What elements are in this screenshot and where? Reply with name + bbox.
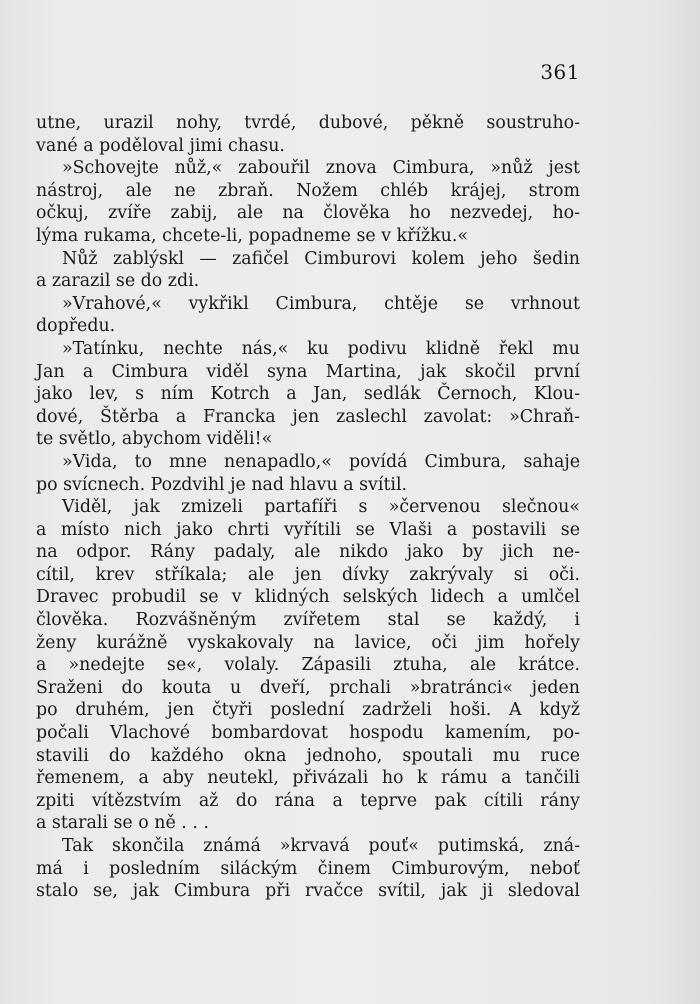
text-line: te světlo, abychom viděli!« xyxy=(36,429,273,450)
page-number: 361 xyxy=(540,60,580,84)
text-line: cítil, krev stříkala; ale jen dívky zakrývaly si oči. xyxy=(36,564,580,585)
text-line: Tak skončila známá »krvavá pouť« putimská, zná- xyxy=(62,836,580,856)
text-line: a místo nich jako chrti vyřítili se Vlaši a postavili se xyxy=(36,519,580,540)
text-line: dopředu. xyxy=(36,316,116,337)
body-text xyxy=(36,112,580,903)
text-line: po svícnech. Pozdvihl je nad hlavu a svítil. xyxy=(36,474,408,495)
text-line: jako lev, s ním Kotrch a Jan, sedlák Černoch, Klou- xyxy=(36,384,580,405)
text-line: vané a poděloval jimi chasu. xyxy=(36,135,285,156)
text-line: na odpor. Rány padaly, ale nikdo jako by jich ne- xyxy=(36,542,580,563)
text-line: »Schovejte nůž,« zabouřil znova Cimbura, »nůž jest xyxy=(62,158,580,179)
text-line: očkuj, zvíře zabij, ale na člověka ho nezvedej, ho- xyxy=(36,203,580,224)
text-line: Jan a Cimbura viděl syna Martina, jak skočil první xyxy=(36,361,580,382)
text-line: »Vida, to mne nenapadlo,« povídá Cimbura, sahaje xyxy=(62,451,580,472)
text-line: po druhém, jen čtyři poslední zadrželi hoši. A když xyxy=(36,700,580,721)
text-line: a zarazil se do zdi. xyxy=(36,271,200,292)
text-line: má i posledním siláckým činem Cimburovým, neboť xyxy=(36,858,580,879)
text-line: ženy kurážně vyskakovaly na lavice, oči jim hořely xyxy=(36,632,580,653)
text-line: a »nedejte se«, volaly. Zápasili ztuha, ale krátce. xyxy=(36,655,580,676)
text-line: Dravec probudil se v klidných selských lidech a umlčel xyxy=(36,587,580,608)
text-line: stalo se, jak Cimbura při rvačce svítil, jak ji sledoval xyxy=(36,881,580,902)
text-line: Viděl, jak zmizeli partafíři s »červenou slečnou« xyxy=(62,497,580,518)
text-line: počali Vlachové bombardovat hospodu kamením, po- xyxy=(36,723,580,744)
text-line: Sraženi do kouta u dveří, prchali »bratránci« jeden xyxy=(36,677,580,698)
text-line: člověka. Rozvášněným zvířetem stal se každý, i xyxy=(36,610,580,631)
text-line: »Tatínku, nechte nás,« ku podivu klidně řekl mu xyxy=(62,338,580,359)
text-line: zpiti vítězstvím až do rána a teprve pak cítili rány xyxy=(36,790,580,811)
text-line: utne, urazil nohy, tvrdé, dubové, pěkně soustruho- xyxy=(36,113,580,133)
text-line: nástroj, ale ne zbraň. Nožem chléb krájej, strom xyxy=(36,180,580,201)
text-line: »Vrahové,« vykřikl Cimbura, chtěje se vrhnout xyxy=(62,293,580,314)
text-line: lýma rukama, chcete-li, popadneme se v křížku.« xyxy=(36,225,469,246)
text-line: řemenem, a aby neutekl, přivázali ho k rámu a tančili xyxy=(36,768,580,789)
text-line: dové, Štěrba a Francka jen zaslechl zavolat: »Chraň- xyxy=(36,406,580,427)
text-line: Nůž zablýskl — zafičel Cimburovi kolem jeho šedin xyxy=(62,248,580,269)
text-line: stavili do každého okna jednoho, spoutali mu ruce xyxy=(36,745,580,766)
text-line: a starali se o ně . . . xyxy=(36,813,209,834)
